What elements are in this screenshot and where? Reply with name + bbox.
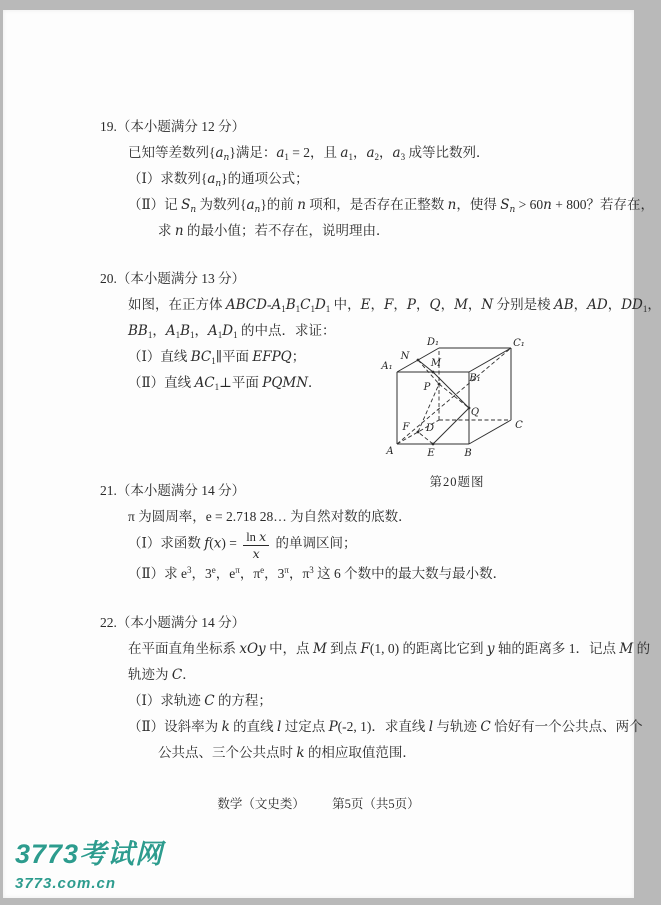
watermark-site-url: 3773.com.cn <box>15 875 117 892</box>
vertex-label-b1: B₁ <box>469 373 481 384</box>
problem-20-part-2: （Ⅱ）直线 $AC_1\perp$平面 PQMN． <box>128 375 322 392</box>
problem-20-figure <box>381 336 533 490</box>
problem-21-part-2: （Ⅱ）求 $e^3$，3e，$e^\pi$，$\pi^e$，$3^\pi$，$\pi^3$ 这 6 个数中的最大数与最小数． <box>128 565 507 582</box>
watermark-site-name: 3773考试网 <box>15 839 164 869</box>
problem-21-statement: π 为圆周率，e = 2.718 28… 为自然对数的底数． <box>128 509 412 524</box>
footer-subject: 数学（文史类） <box>217 797 305 811</box>
cube-diagram <box>381 336 533 464</box>
problem-20-header: 20.（本小题满分 13 分） <box>100 271 246 286</box>
vertex-labels <box>380 337 524 459</box>
problem-21-header: 21.（本小题满分 14 分） <box>100 483 246 498</box>
watermark <box>15 832 163 892</box>
midpoint-label-p: P <box>423 382 431 393</box>
problem-22-part-2-continued: 公共点、三个公共点时 k 的相应取值范围． <box>158 745 416 761</box>
problem-22-statement-line-1: 在平面直角坐标系 xOy 中，点 M 到点 F(1, 0) 的距离比它到 y 轴的距离多 1．记点 M 的 <box>128 641 651 657</box>
problem-21 <box>100 478 552 587</box>
problem-22-header: 22.（本小题满分 14 分） <box>100 615 246 630</box>
page-footer <box>3 794 634 812</box>
vertex-label-b: B <box>464 448 472 459</box>
problem-22-part-1: （Ⅰ）求轨迹 C 的方程； <box>128 693 272 709</box>
footer-page-number: 第5页（共5页） <box>332 797 420 811</box>
problem-22-statement-line-2: 轨迹为 C． <box>128 667 196 683</box>
midpoint-label-f: F <box>402 422 410 433</box>
problem-19-body <box>128 140 654 244</box>
figure-caption: 第20题图 <box>429 475 485 489</box>
problem-20-statement-line-2: $BB_1$，$A_1B_1$，$A_1D_1$ 的中点．求证： <box>128 323 336 340</box>
vertex-label-d1: D₁ <box>426 337 440 348</box>
problem-19-part-2: （Ⅱ）记 $S_n$ 为数列$\{a_n\}$的前 n 项和，是否存在正整数 n，使得 $S_n > 60n + 800$？若存在， <box>128 197 654 215</box>
exam-page <box>3 10 661 898</box>
vertex-label-c1: C₁ <box>513 338 525 349</box>
problem-21-part-1: （Ⅰ）求函数 f(x) = $\frac{\text{ln x}}{x}$ 的单调区间； <box>128 529 357 562</box>
problem-19 <box>100 114 654 244</box>
problem-21-body <box>128 504 552 587</box>
problem-20-statement-line-1: 如图，在正方体 ABCD-$A_1B_1C_1D_1$ 中，E，F，P，Q，M，N 分别是棱 AB，AD，$DD_1$， <box>128 297 661 314</box>
midpoint-label-m: M <box>430 358 442 369</box>
problem-22-part-2: （Ⅱ）设斜率为 k 的直线 l 过定点 P(-2, 1)．求直线 l 与轨迹 C 恰好有一个公共点、两个 <box>128 719 643 735</box>
vertex-label-a: A <box>386 446 394 457</box>
midpoint-label-n: N <box>400 351 410 362</box>
midpoint-label-q: Q <box>470 407 480 418</box>
problem-19-header: 19.（本小题满分 12 分） <box>100 119 246 134</box>
vertex-label-d: D <box>425 423 435 434</box>
problem-19-part-2-continued: 求 n 的最小值；若不存在，说明理由． <box>158 223 390 239</box>
problem-20-part-1: （Ⅰ）直线 $BC_1\parallel$平面 EFPQ； <box>128 349 306 366</box>
problem-19-part-1: （Ⅰ）求数列$\{a_n\}$的通项公式； <box>128 171 309 189</box>
vertex-label-c: C <box>515 420 523 431</box>
problem-19-statement: 已知等差数列$\{a_n\}$满足：$a_1 = 2$，且 $a_1$，$a_2$，$a_3$ 成等比数列． <box>128 145 490 163</box>
problem-22-body <box>128 636 651 766</box>
problem-22 <box>100 610 651 766</box>
midpoint-label-e: E <box>427 448 435 459</box>
vertex-label-a1: A₁ <box>381 361 393 372</box>
